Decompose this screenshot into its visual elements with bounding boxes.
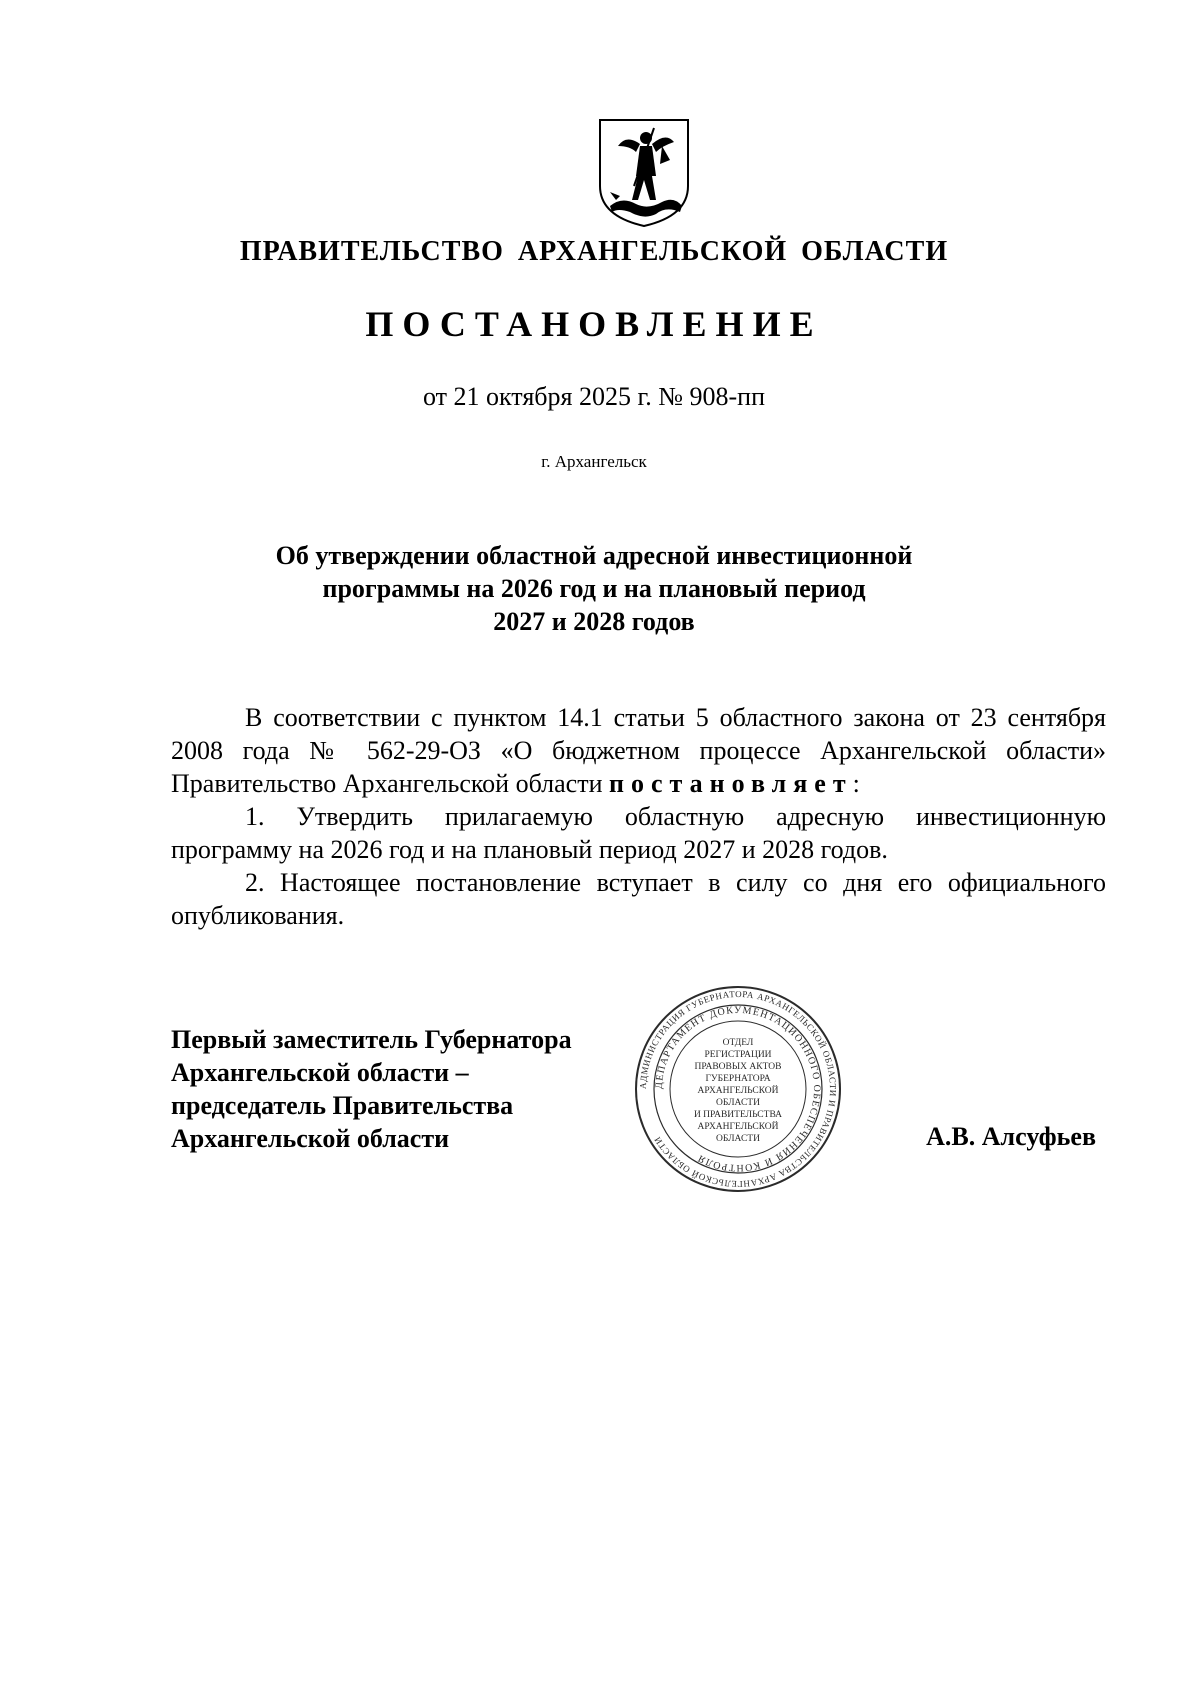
coat-of-arms-icon (596, 116, 692, 230)
signer-position-line: Архангельской области (171, 1124, 450, 1153)
resolves-word: постановляет (609, 769, 853, 798)
stamp-outer-text: АДМИНИСТРАЦИЯ ГУБЕРНАТОРА АРХАНГЕЛЬСКОЙ ОБЛАСТИ И ПРАВИТЕЛЬСТВА АРХАНГЕЛЬСКОЙ ОБЛАСТИ (637, 988, 839, 1190)
stamp-center-line: АРХАНГЕЛЬСКОЙ (697, 1122, 779, 1132)
stamp-center-line: ГУБЕРНАТОРА (705, 1074, 771, 1084)
signer-position-line: Первый заместитель Губернатора (171, 1025, 572, 1054)
signer-position-line: Архангельской области – (171, 1058, 469, 1087)
item-2-paragraph: 2. Настоящее постановление вступает в силу со дня его официального опубликования. (171, 868, 1106, 930)
stamp-center-line: РЕГИСТРАЦИИ (704, 1050, 772, 1060)
document-type: ПОСТАНОВЛЕНИЕ (365, 304, 823, 344)
document-city: г. Архангельск (541, 452, 647, 471)
item-1-paragraph: 1. Утвердить прилагаемую областную адресную инвестиционную программу на 2026 год и на плановый период 2027 и 2028 годов. (171, 802, 1106, 864)
resolves-colon: : (852, 769, 860, 798)
official-stamp (633, 985, 843, 1193)
stamp-center-line: ОБЛАСТИ (716, 1134, 760, 1144)
stamp-center-line: И ПРАВИТЕЛЬСТВА (693, 1110, 783, 1120)
document-body (171, 701, 1106, 932)
subject-line: программы на 2026 год и на плановый период (322, 574, 866, 603)
stamp-center-line: ПРАВОВЫХ АКТОВ (694, 1062, 782, 1072)
stamp-center-line: ОБЛАСТИ (716, 1098, 760, 1108)
subject-line: 2027 и 2028 годов (493, 607, 695, 636)
stamp-center-line: АРХАНГЕЛЬСКОЙ (697, 1086, 779, 1096)
signer-position-line: председатель Правительства (171, 1091, 514, 1120)
signer-name: А.В. Алсуфьев (926, 1122, 1096, 1151)
organization-title: ПРАВИТЕЛЬСТВО АРХАНГЕЛЬСКОЙ ОБЛАСТИ (239, 236, 949, 267)
stamp-center-line: ОТДЕЛ (722, 1038, 754, 1048)
document-date-number: от 21 октября 2025 г. № 908-пп (423, 382, 765, 411)
signer-position (171, 1023, 572, 1155)
preamble-text: В соответствии с пунктом 14.1 статьи 5 областного закона от 23 сентября 2008 года № 562-29-ОЗ «О бюджетном процессе Архангельской области» Правительство Архангельской области (171, 703, 1106, 798)
stamp-ring-text: ДЕПАРТАМЕНТ ДОКУМЕНТАЦИОННОГО ОБЕСПЕЧЕНИЯ И КОНТРОЛЯ (653, 1004, 823, 1174)
subject-line: Об утверждении областной адресной инвестиционной (275, 541, 913, 570)
document-subject (0, 539, 1188, 638)
preamble-paragraph (171, 701, 1106, 800)
